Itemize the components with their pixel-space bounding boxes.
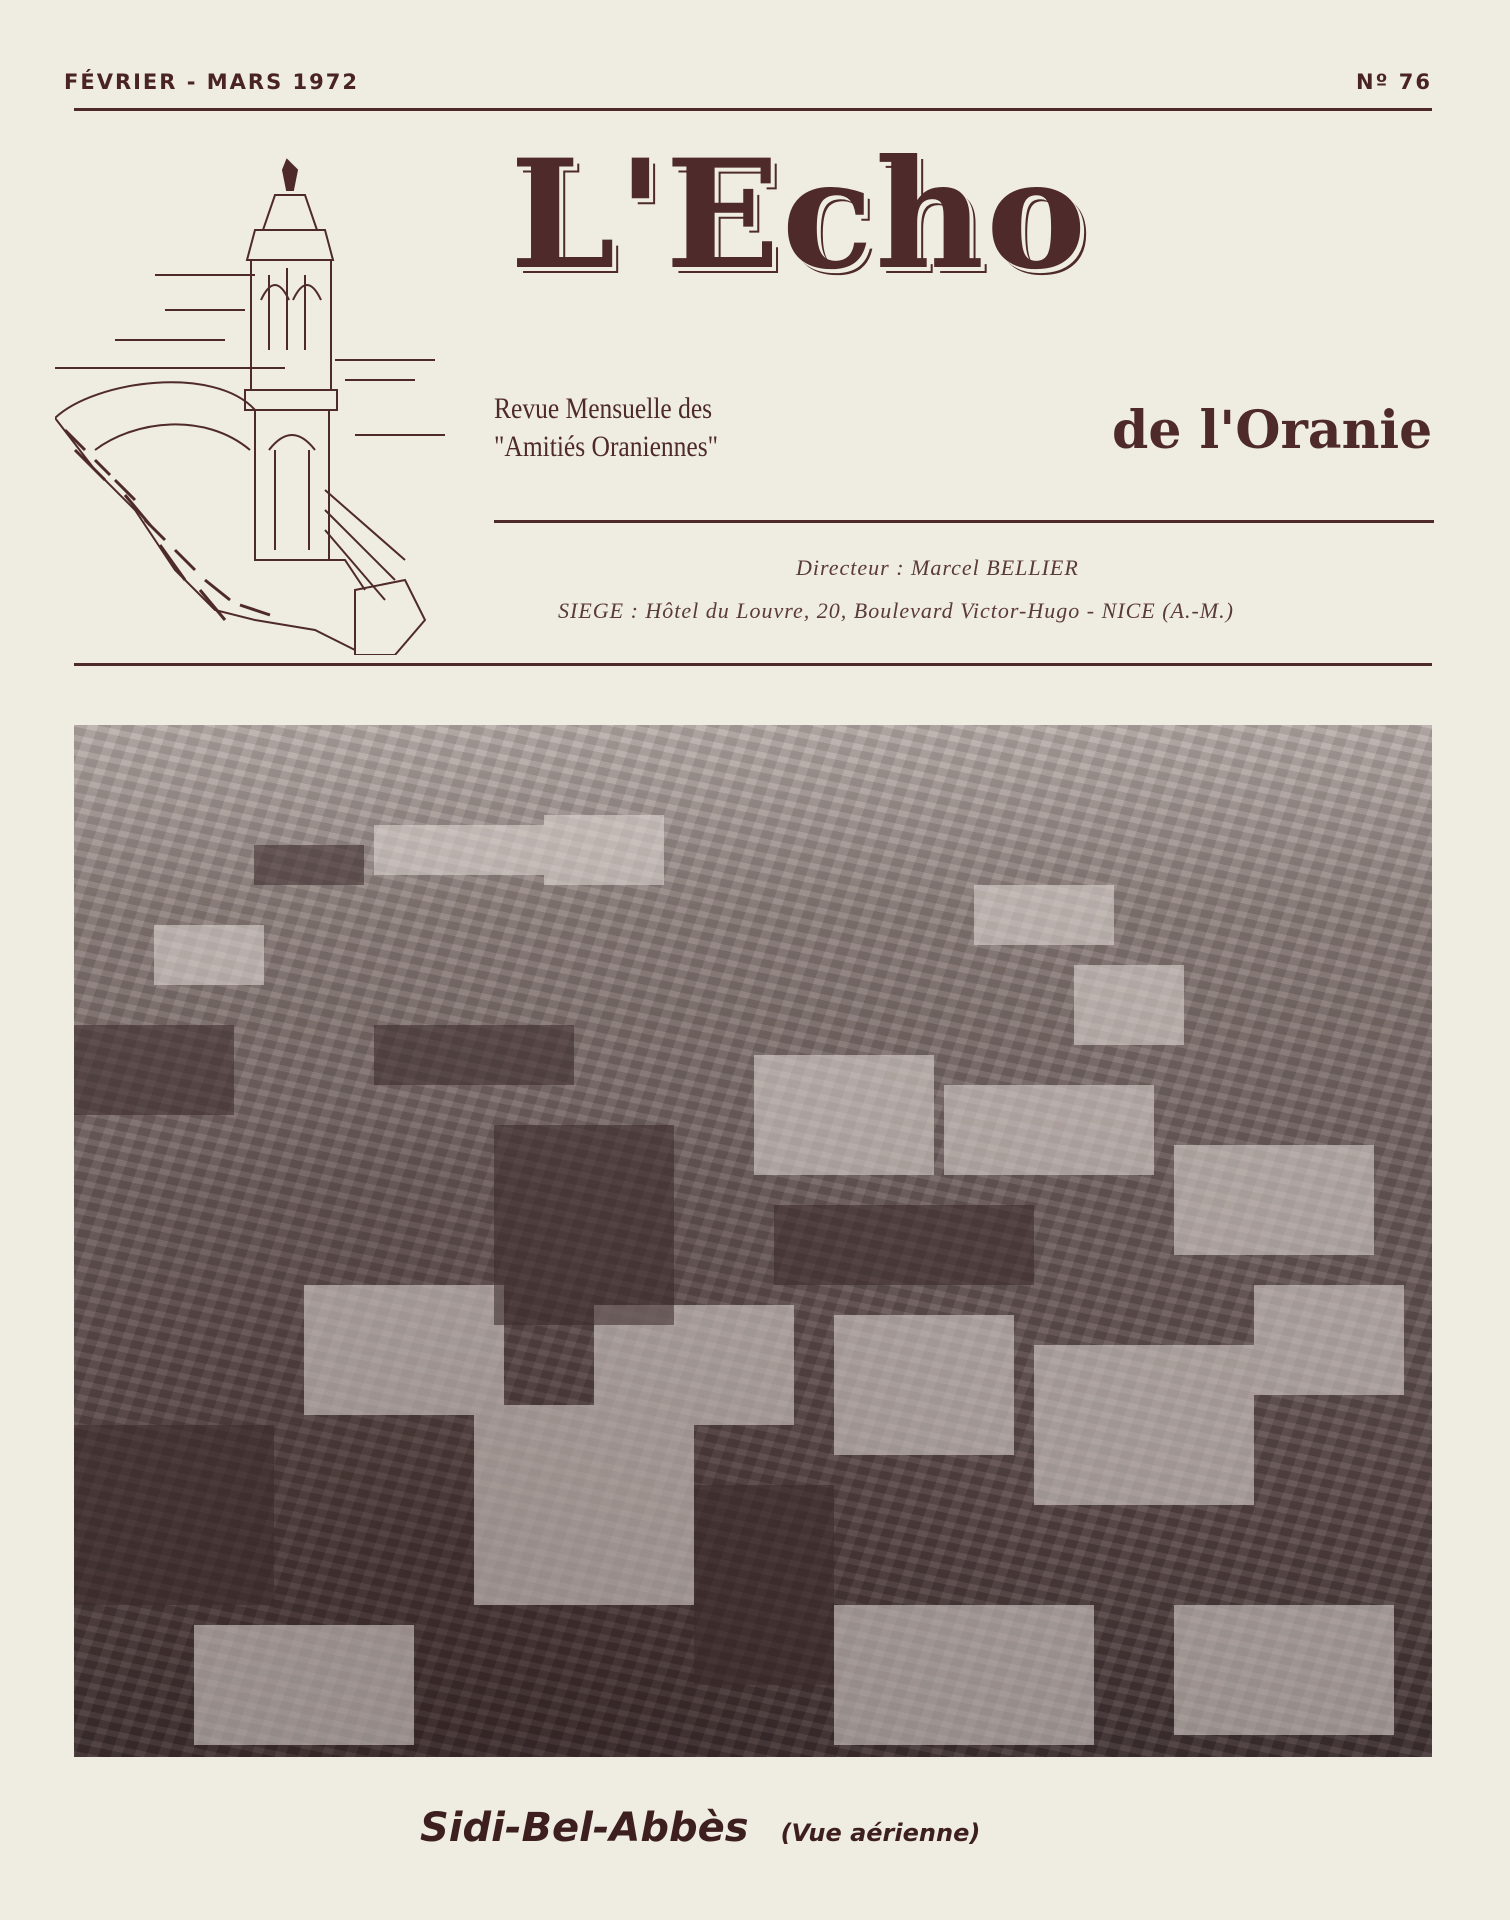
- photo-caption: [420, 1805, 980, 1851]
- subtitle-line-2: "Amitiés Oraniennes": [494, 430, 719, 463]
- issue-number: Nº 76: [1356, 70, 1432, 94]
- top-rule: [74, 108, 1432, 111]
- masthead-title: L'Echo: [510, 127, 1089, 303]
- bottom-rule: [74, 663, 1432, 666]
- director-line: Directeur : Marcel BELLIER: [796, 555, 1079, 580]
- caption-place: Sidi-Bel-Abbès: [420, 1805, 749, 1851]
- subtitle-line-1: Revue Mensuelle des: [494, 392, 713, 425]
- tower-illustration: [55, 150, 465, 655]
- subtitle: [494, 390, 766, 466]
- masthead-suffix: de l'Oranie: [1112, 400, 1433, 461]
- issue-date: FÉVRIER - MARS 1972: [64, 70, 359, 94]
- address-line: SIEGE : Hôtel du Louvre, 20, Boulevard Victor-Hugo - NICE (A.-M.): [558, 598, 1234, 623]
- aerial-city-photo: [74, 725, 1432, 1757]
- mid-rule: [494, 520, 1434, 523]
- caption-note: (Vue aérienne): [780, 1819, 981, 1847]
